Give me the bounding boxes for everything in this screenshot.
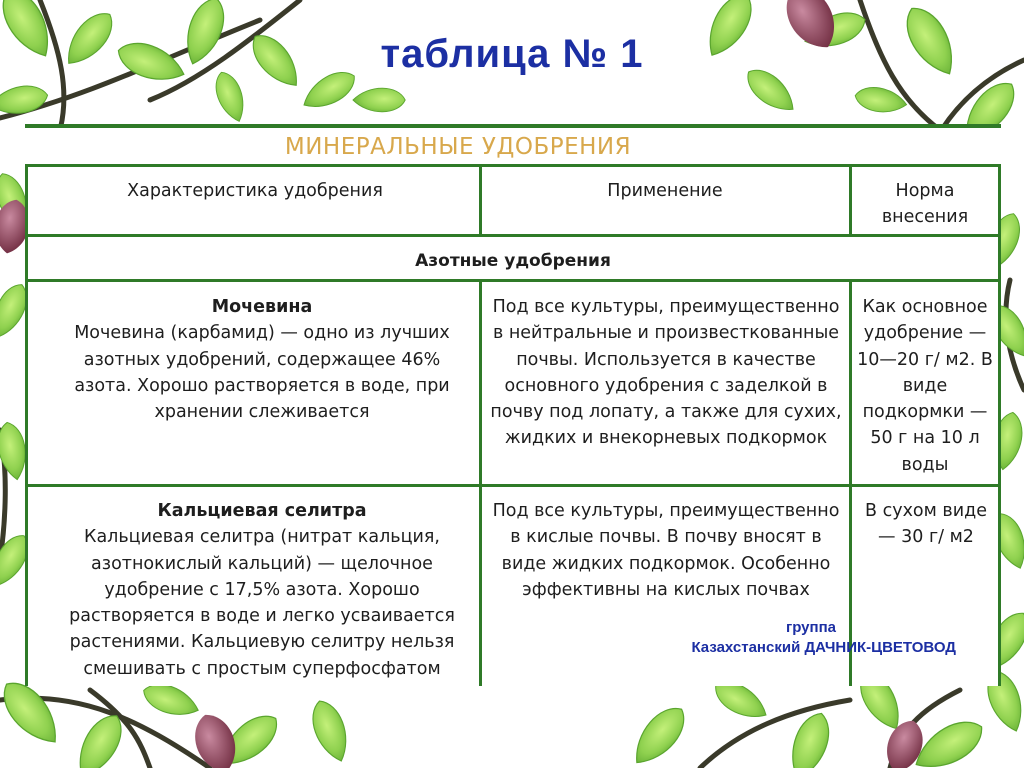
table-row bbox=[55, 294, 469, 425]
rate-cell: В сухом виде — 30 г/ м2 bbox=[865, 501, 987, 548]
column-header-application: Применение bbox=[607, 181, 723, 201]
table-heading-text: МИНЕРАЛЬНЫЕ УДОБРЕНИЯ bbox=[284, 134, 632, 160]
grid-line bbox=[25, 164, 1001, 167]
rate-cell: Как основное удобрение — 10—20 г/ м2. В виде подкормки — 50 г на 10 л воды bbox=[857, 297, 993, 475]
slide-title: таблица № 1 bbox=[380, 32, 644, 76]
grid-line bbox=[479, 279, 482, 686]
application-cell: Под все культуры, преимущественно в нейтральные и произвесткованные почвы. Используется в качестве основного удобрения с заделкой в почву под лопату, а также для сухих, жидких и внекорневых подкормок bbox=[490, 297, 842, 449]
grid-line bbox=[479, 164, 482, 237]
section-title-nitrogen: Азотные удобрения bbox=[415, 251, 611, 271]
table-border-top bbox=[25, 124, 1001, 128]
grid-line bbox=[25, 279, 1001, 282]
credit-line-2: Казахстанский ДАЧНИК-ЦВЕТОВОД bbox=[691, 639, 956, 656]
fertilizer-description: Мочевина (карбамид) — одно из лучших азотных удобрений, содержащее 46% азота. Хорошо растворяется в воде, при хранении слеживается bbox=[74, 323, 450, 423]
grid-line bbox=[998, 164, 1001, 686]
grid-line bbox=[25, 484, 1001, 487]
fertilizer-name: Кальциевая селитра bbox=[157, 501, 367, 521]
grid-line bbox=[25, 234, 1001, 237]
application-cell: Под все культуры, преимущественно в кислые почвы. В почву вносят в виде жидких подкормок. Особенно эффективны на кислых почвах bbox=[492, 501, 840, 600]
fertilizer-name: Мочевина bbox=[211, 297, 313, 317]
table-heading bbox=[25, 134, 1001, 160]
credit-line-1: группа bbox=[785, 619, 836, 636]
author-credit bbox=[691, 618, 956, 658]
fertilizer-table bbox=[25, 124, 1001, 686]
grid-line bbox=[849, 164, 852, 237]
grid-line bbox=[25, 164, 28, 686]
column-header-characteristic: Характеристика удобрения bbox=[127, 181, 383, 201]
table-row bbox=[53, 498, 471, 682]
fertilizer-description: Кальциевая селитра (нитрат кальция, азотнокислый кальций) — щелочное удобрение с 17,5% азота. Хорошо растворяется в воде и легко усваивается растениями. Кальциевую селитру нельзя смешивать с простым суперфосфатом bbox=[69, 527, 455, 679]
column-header-rate: Норма внесения bbox=[881, 181, 969, 227]
